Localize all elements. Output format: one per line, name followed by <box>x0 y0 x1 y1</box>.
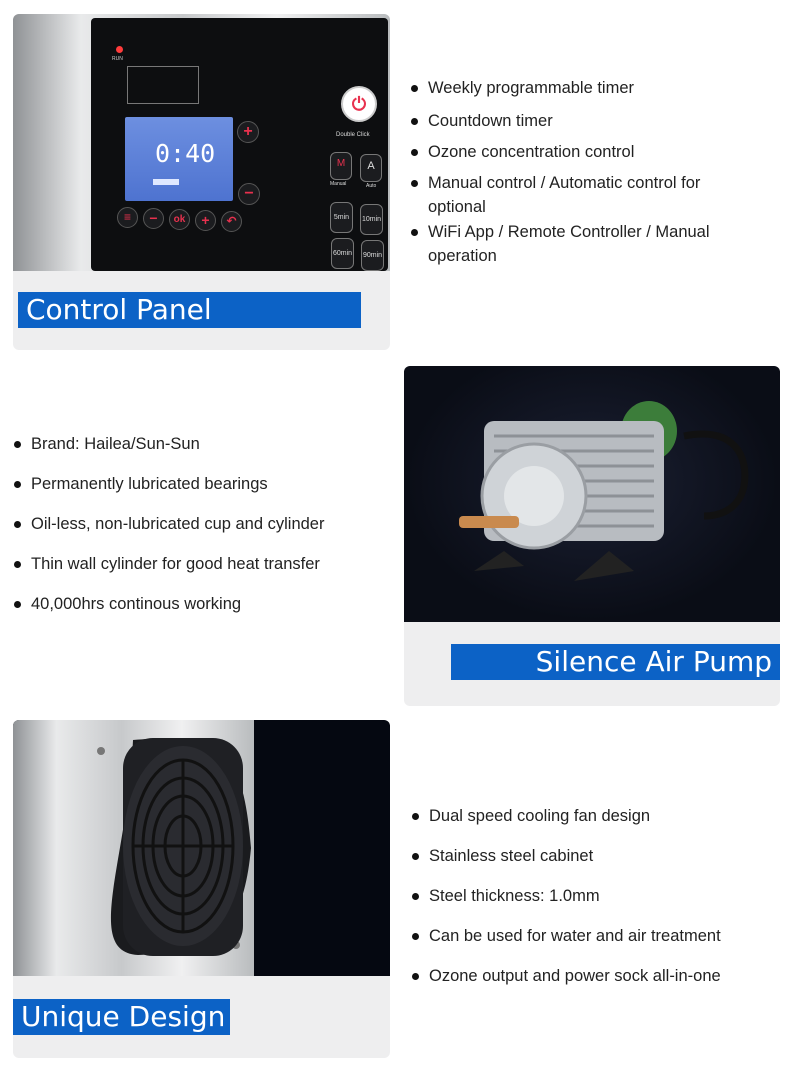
back-button[interactable]: ↶ <box>221 211 242 232</box>
90min-button[interactable]: 90min <box>361 240 384 271</box>
feature-item: Steel thickness: 1.0mm <box>412 884 782 908</box>
plus-button[interactable]: + <box>195 210 216 231</box>
control-panel-label: Control Panel <box>18 292 361 328</box>
manual-button[interactable]: M <box>330 152 352 180</box>
unique-design-photo <box>13 720 390 976</box>
feature-item: WiFi App / Remote Controller / Manual operation <box>411 220 751 268</box>
lcd-display <box>125 117 233 201</box>
feature-item: Oil-less, non-lubricated cup and cylinder <box>14 512 389 536</box>
plus-button-upper[interactable]: + <box>237 121 259 143</box>
control-panel-card <box>13 14 390 350</box>
feature-item: Countdown timer <box>411 109 751 133</box>
unique-design-card <box>13 720 390 1058</box>
feature-item: Stainless steel cabinet <box>412 844 782 868</box>
control-panel-faceplate <box>91 18 388 271</box>
feature-item: Manual control / Automatic control for optional <box>411 171 751 219</box>
unique-design-label: Unique Design <box>13 999 230 1035</box>
air-pump-photo <box>404 366 780 622</box>
5min-button[interactable]: 5min <box>330 202 353 233</box>
60min-button[interactable]: 60min <box>331 238 354 269</box>
manual-caption: Manual <box>330 181 347 187</box>
auto-button[interactable]: A <box>360 154 382 182</box>
run-indicator-light <box>116 46 123 53</box>
feature-item: Dual speed cooling fan design <box>412 804 782 828</box>
feature-item: Permanently lubricated bearings <box>14 472 389 496</box>
control-panel-feature-list <box>411 76 751 268</box>
feature-item: Weekly programmable timer <box>411 76 751 100</box>
minus-button-right[interactable]: − <box>238 183 260 205</box>
air-pump-illustration <box>404 366 780 622</box>
feature-item: Can be used for water and air treatment <box>412 924 782 948</box>
feature-item: Thin wall cylinder for good heat transfer <box>14 552 389 576</box>
minus-button[interactable]: − <box>143 208 164 229</box>
auto-caption: Auto <box>366 183 377 189</box>
feature-item: Ozone output and power sock all-in-one <box>412 964 782 988</box>
air-pump-label: Silence Air Pump <box>451 644 780 680</box>
air-pump-feature-list <box>14 432 389 616</box>
menu-button[interactable]: ≡ <box>117 207 138 228</box>
power-caption: Double Click <box>336 132 370 138</box>
power-button[interactable]: ⏻ <box>341 86 377 122</box>
10min-button[interactable]: 10min <box>360 204 383 235</box>
lcd-time: 0:40 <box>155 139 216 168</box>
unique-design-feature-list <box>412 804 782 988</box>
feature-item: Brand: Hailea/Sun-Sun <box>14 432 389 456</box>
feature-item: Ozone concentration control <box>411 140 751 164</box>
run-indicator-label: RUN <box>112 56 123 62</box>
lcd-status-bar <box>153 179 179 185</box>
cooling-fan-illustration <box>13 720 254 976</box>
control-panel-photo <box>13 14 390 271</box>
instruction-sticker <box>127 66 199 104</box>
air-pump-card <box>404 366 780 706</box>
feature-item: 40,000hrs continous working <box>14 592 389 616</box>
ok-button[interactable]: ok <box>169 209 190 230</box>
